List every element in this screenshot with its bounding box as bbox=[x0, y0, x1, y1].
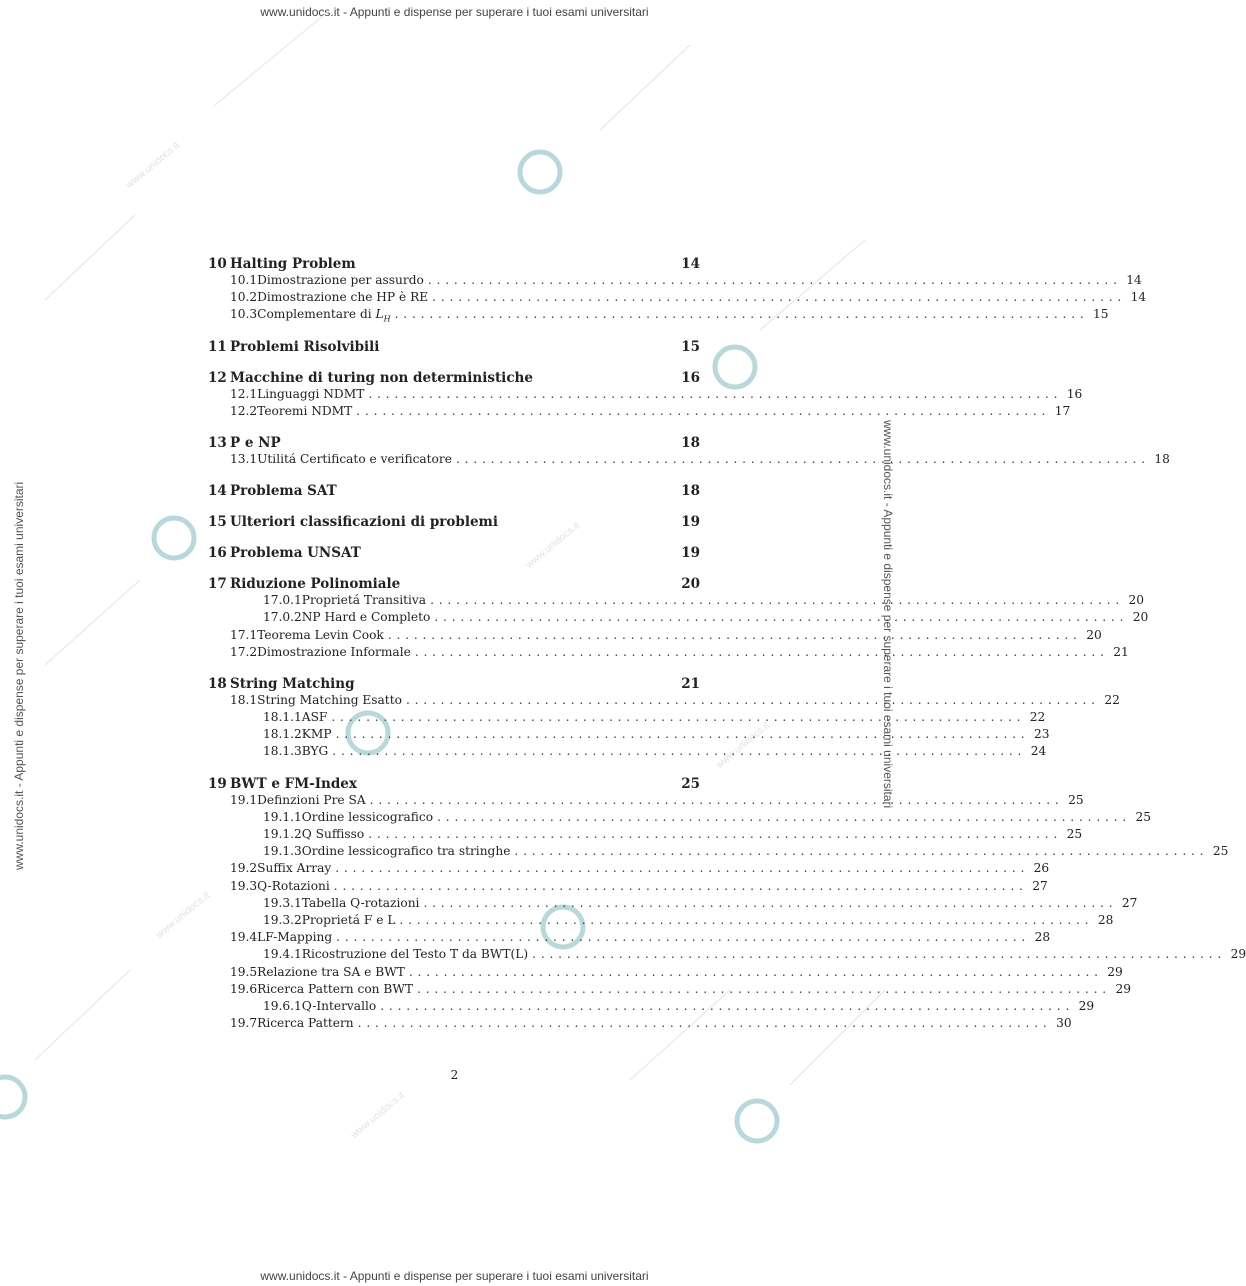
toc-leader-dots: ................................................................................ bbox=[432, 290, 1127, 305]
toc-entry[interactable] bbox=[208, 998, 1095, 1016]
toc-leader-dots: ................................................................................ bbox=[368, 827, 1063, 841]
toc-leader-dots: ................................................................................ bbox=[335, 727, 1030, 742]
toc-section-page: 15 bbox=[681, 338, 700, 355]
toc-group-gap bbox=[208, 469, 700, 483]
toc-entry-number: 17.2 bbox=[230, 644, 258, 659]
toc-section[interactable] bbox=[208, 676, 700, 693]
toc-section-page: 19 bbox=[681, 514, 700, 531]
toc-leader-dots: ................................................................................ bbox=[331, 710, 1026, 725]
toc-leader-dots: ................................................................................ bbox=[368, 386, 1063, 401]
toc-entry-title: Proprietá Transitiva bbox=[301, 593, 427, 608]
toc-entry-page: 23 bbox=[1033, 727, 1050, 742]
toc-leader-dots: ................................................................................ bbox=[357, 1016, 1052, 1031]
toc-entry-number: 18.1.2 bbox=[263, 727, 302, 742]
toc-entry[interactable] bbox=[208, 792, 1084, 810]
toc-entry[interactable] bbox=[208, 307, 1109, 324]
toc-entry-page: 28 bbox=[1034, 930, 1051, 945]
toc-group-gap bbox=[208, 762, 700, 776]
toc-section[interactable] bbox=[208, 514, 700, 531]
toc-leader-dots: ................................................................................ bbox=[434, 610, 1129, 625]
toc-entry-page: 15 bbox=[1093, 307, 1109, 322]
toc-entry-page: 25 bbox=[1135, 809, 1152, 824]
toc-entry-title: Ricerca Pattern bbox=[257, 1016, 354, 1031]
toc-entry[interactable] bbox=[208, 947, 1246, 964]
toc-leader-dots: ................................................................................ bbox=[333, 878, 1028, 893]
toc-entry-number: 19.2 bbox=[230, 861, 258, 876]
watermark-banner-top: www.unidocs.it - Appunti e dispense per superare i tuoi esami universitari bbox=[260, 5, 649, 19]
toc-entry-number: 12.2 bbox=[230, 403, 258, 418]
toc-entry-title: NP Hard e Completo bbox=[301, 610, 431, 625]
toc-entry[interactable] bbox=[208, 710, 1046, 727]
toc-entry[interactable] bbox=[208, 844, 1229, 861]
toc-entry-title: Suffix Array bbox=[257, 861, 332, 876]
toc-entry-number: 17.0.2 bbox=[263, 610, 302, 625]
toc-section-num: 17 bbox=[208, 576, 227, 593]
toc-entry[interactable] bbox=[208, 610, 1149, 627]
toc-entry[interactable] bbox=[208, 964, 1123, 982]
toc-section-title: Halting Problem bbox=[230, 256, 356, 272]
toc-entry-page: 20 bbox=[1086, 627, 1102, 642]
toc-entry-page: 24 bbox=[1030, 744, 1047, 759]
toc-section[interactable] bbox=[208, 545, 700, 562]
toc-entry-number: 19.4.1 bbox=[263, 947, 302, 962]
toc-entry-number: 19.7 bbox=[230, 1016, 258, 1031]
toc-entry[interactable] bbox=[208, 627, 1102, 645]
toc-leader-dots: ................................................................................ bbox=[514, 844, 1209, 859]
toc-entry-number: 19.4 bbox=[230, 930, 258, 945]
toc-entry-title: KMP bbox=[301, 727, 332, 742]
toc-entry-number: 19.3.1 bbox=[263, 895, 302, 910]
toc-entry-page: 30 bbox=[1056, 1016, 1072, 1031]
toc-leader-dots: ................................................................................ bbox=[332, 744, 1027, 759]
toc-leader-dots: ................................................................................ bbox=[455, 451, 1150, 466]
watermark-faint: www.unidocs.it bbox=[524, 520, 582, 571]
toc-entry[interactable] bbox=[208, 895, 1138, 913]
toc-section-title: Macchine di turing non deterministiche bbox=[230, 369, 533, 386]
toc-entry-title: Q Suffisso bbox=[301, 827, 365, 841]
toc-entry-number: 19.3 bbox=[230, 878, 258, 893]
toc-leader-dots: ................................................................................ bbox=[417, 981, 1111, 996]
toc-entry[interactable] bbox=[208, 403, 1071, 421]
toc-section-page: 14 bbox=[681, 256, 700, 272]
toc-entry-title: Q-Rotazioni bbox=[257, 878, 330, 893]
toc-entry-number: 19.1 bbox=[230, 792, 258, 807]
toc-entry-number: 17.1 bbox=[230, 627, 258, 642]
toc-entry-number: 10.3 bbox=[230, 307, 258, 322]
toc-entry[interactable] bbox=[208, 593, 1145, 610]
toc-leader-dots: ................................................................................ bbox=[387, 627, 1082, 642]
toc-group-gap bbox=[208, 662, 700, 676]
toc-entry[interactable] bbox=[208, 861, 1050, 878]
toc-entry-title: ASF bbox=[301, 710, 328, 725]
toc-leader-dots: ................................................................................ bbox=[336, 930, 1031, 945]
toc-section[interactable] bbox=[208, 576, 700, 593]
toc-entry-title: Ricostruzione del Testo T da BWT(L) bbox=[301, 947, 529, 962]
watermark-faint: www.unidocs.it bbox=[124, 140, 182, 191]
toc-section-num: 15 bbox=[208, 514, 227, 531]
toc-entry-number: 19.1.3 bbox=[263, 844, 302, 859]
toc-entry[interactable] bbox=[208, 727, 1050, 744]
toc-leader-dots: ................................................................................ bbox=[369, 792, 1064, 807]
toc-leader-dots: ................................................................................ bbox=[532, 947, 1227, 962]
toc-entry[interactable] bbox=[208, 451, 1170, 469]
toc-entry-title: Ordine lessicografico bbox=[301, 809, 434, 824]
watermark-side-left: www.unidocs.it - Appunti e dispense per superare i tuoi esami universitari bbox=[12, 481, 26, 870]
toc-entry-number: 19.1.1 bbox=[263, 809, 302, 824]
toc-entry-title: Q-Intervallo bbox=[301, 998, 377, 1013]
toc-entry-title: Ordine lessicografico tra stringhe bbox=[301, 844, 511, 859]
toc-entry-page: 28 bbox=[1097, 912, 1114, 927]
toc-entry-title: Dimostrazione che HP è RE bbox=[257, 290, 429, 305]
toc-section[interactable] bbox=[208, 776, 700, 793]
toc-entry-page: 29 bbox=[1078, 998, 1095, 1013]
toc-leader-dots: ................................................................................ bbox=[423, 895, 1118, 910]
toc-entry-number: 18.1 bbox=[230, 692, 258, 707]
toc-entry-title: BYG bbox=[301, 744, 329, 759]
toc-entry-number: 10.2 bbox=[230, 290, 258, 305]
toc-section-title: Problema SAT bbox=[230, 483, 337, 500]
toc-entry-number: 18.1.1 bbox=[263, 710, 302, 725]
toc-entry[interactable] bbox=[208, 809, 1152, 827]
toc-entry-page: 27 bbox=[1121, 895, 1138, 910]
toc-entry-page: 27 bbox=[1032, 878, 1048, 893]
toc-entry-page: 22 bbox=[1104, 692, 1120, 707]
toc-group-gap bbox=[208, 500, 700, 514]
toc-leader-dots: ................................................................................ bbox=[399, 912, 1094, 927]
toc-entry[interactable] bbox=[208, 273, 1142, 290]
toc-entry-title: Dimostrazione per assurdo bbox=[257, 273, 424, 287]
toc-section-num: 19 bbox=[208, 775, 227, 792]
toc-entry[interactable] bbox=[208, 744, 1047, 761]
toc-group-gap bbox=[208, 325, 700, 339]
toc-section-num: 12 bbox=[208, 369, 227, 386]
toc-section-title: BWT e FM-Index bbox=[230, 775, 357, 792]
toc-section[interactable] bbox=[208, 435, 700, 452]
watermark-side-right: www.unidocs.it - Appunti e dispense per superare i tuoi esami universitari bbox=[881, 420, 895, 809]
toc-leader-dots: ................................................................................ bbox=[394, 307, 1089, 322]
toc-entry-page: 29 bbox=[1230, 947, 1246, 962]
toc-group-gap bbox=[208, 531, 700, 545]
toc-entry[interactable] bbox=[208, 290, 1147, 307]
toc-entry-page: 26 bbox=[1033, 861, 1050, 876]
toc-section[interactable] bbox=[208, 483, 700, 500]
toc-section-num: 11 bbox=[208, 338, 227, 355]
toc-section[interactable] bbox=[208, 256, 700, 273]
toc-leader-dots: ................................................................................ bbox=[356, 403, 1051, 418]
toc-entry-page: 14 bbox=[1126, 273, 1142, 287]
toc-entry-page: 25 bbox=[1068, 792, 1084, 807]
toc-leader-dots: ................................................................................ bbox=[408, 964, 1103, 979]
toc-section-title: String Matching bbox=[230, 675, 355, 692]
toc-entry-page: 22 bbox=[1029, 710, 1046, 725]
toc-section[interactable] bbox=[208, 339, 700, 356]
toc-entry-page: 29 bbox=[1107, 964, 1123, 979]
toc-section[interactable] bbox=[208, 370, 700, 387]
toc-entry-number: 17.0.1 bbox=[263, 593, 302, 608]
toc-entry-page: 29 bbox=[1115, 981, 1131, 996]
toc-entry-title: Tabella Q-rotazioni bbox=[301, 895, 420, 910]
toc-entry[interactable] bbox=[208, 981, 1131, 999]
toc-leader-dots: ................................................................................ bbox=[414, 644, 1109, 659]
toc-entry-title: Teoremi NDMT bbox=[257, 403, 353, 418]
toc-entry[interactable] bbox=[208, 930, 1051, 947]
toc-entry-number: 19.5 bbox=[230, 964, 258, 979]
toc-entry-page: 25 bbox=[1212, 844, 1229, 859]
toc-entry-title: Dimostrazione Informale bbox=[257, 644, 411, 659]
toc-section-page: 21 bbox=[681, 675, 700, 692]
toc-entry-page: 20 bbox=[1128, 593, 1145, 608]
toc-entry[interactable] bbox=[208, 878, 1048, 896]
toc-group-gap bbox=[208, 562, 700, 576]
toc-leader-dots: ................................................................................ bbox=[405, 692, 1100, 707]
watermark-banner-bottom: www.unidocs.it - Appunti e dispense per superare i tuoi esami universitari bbox=[260, 1269, 649, 1283]
toc-section-num: 18 bbox=[208, 675, 227, 692]
toc-entry-page: 21 bbox=[1113, 644, 1129, 659]
toc-section-page: 16 bbox=[681, 369, 700, 386]
toc-leader-dots: ................................................................................ bbox=[427, 273, 1122, 287]
toc-entry-number: 13.1 bbox=[230, 451, 258, 466]
watermark-faint: www.unidocs.it bbox=[714, 720, 772, 771]
toc-entry-number: 18.1.3 bbox=[263, 744, 302, 759]
toc-entry-page: 18 bbox=[1154, 451, 1170, 466]
toc-entry[interactable] bbox=[208, 386, 1083, 404]
toc-entry-title: Utilitá Certificato e verificatore bbox=[257, 451, 452, 466]
watermark-faint: www.unidocs.it bbox=[154, 890, 212, 941]
toc-entry-title: Ricerca Pattern con BWT bbox=[257, 981, 414, 996]
toc-entry-title: LF-Mapping bbox=[257, 930, 333, 945]
toc-group-gap bbox=[208, 356, 700, 370]
toc-section-page: 18 bbox=[681, 483, 700, 500]
toc-section-title: Problema UNSAT bbox=[230, 545, 361, 562]
toc-entry[interactable] bbox=[208, 692, 1120, 710]
toc-entry-title: Definzioni Pre SA bbox=[257, 792, 366, 807]
toc-entry-number: 19.6.1 bbox=[263, 998, 302, 1013]
toc-group-gap bbox=[208, 421, 700, 435]
toc-entry-title: Teorema Levin Cook bbox=[257, 627, 384, 642]
toc-entry-number: 19.1.2 bbox=[263, 827, 302, 841]
toc-section-page: 25 bbox=[681, 775, 700, 792]
toc-entry-number: 10.1 bbox=[230, 273, 258, 287]
toc-entry-page: 16 bbox=[1066, 386, 1083, 401]
toc-entry-title: Complementare di $L_H$ bbox=[257, 307, 391, 324]
toc-entry-number: 19.6 bbox=[230, 981, 258, 996]
toc-leader-dots: ................................................................................ bbox=[335, 861, 1030, 876]
toc-section-page: 18 bbox=[681, 434, 700, 451]
toc-section-title: Problemi Risolvibili bbox=[230, 338, 380, 355]
toc-entry-title: Relazione tra SA e BWT bbox=[257, 964, 405, 979]
toc-entry-page: 14 bbox=[1130, 290, 1147, 305]
toc-section-num: 10 bbox=[208, 256, 227, 272]
toc-entry-title: Proprietá F e L bbox=[301, 912, 396, 927]
toc-entry[interactable] bbox=[208, 827, 1083, 844]
toc-section-page: 20 bbox=[681, 576, 700, 593]
toc-entry-page: 17 bbox=[1054, 403, 1071, 418]
toc-entry-title: String Matching Esatto bbox=[257, 692, 402, 707]
toc-entry[interactable] bbox=[208, 644, 1129, 662]
toc-section-title: Riduzione Polinomiale bbox=[230, 576, 401, 593]
toc-leader-dots: ................................................................................ bbox=[437, 809, 1132, 824]
toc-leader-dots: ................................................................................ bbox=[430, 593, 1125, 608]
toc-section-title: Ulteriori classificazioni di problemi bbox=[230, 514, 498, 531]
watermark-faint: www.unidocs.it bbox=[349, 1090, 407, 1141]
toc-entry[interactable] bbox=[208, 912, 1114, 930]
toc-section-num: 14 bbox=[208, 483, 227, 500]
toc-section-num: 13 bbox=[208, 434, 227, 451]
toc-entry-number: 19.3.2 bbox=[263, 912, 302, 927]
toc-section-num: 16 bbox=[208, 545, 227, 562]
toc-entry-title: Linguaggi NDMT bbox=[257, 386, 365, 401]
page-number: 2 bbox=[450, 1068, 459, 1082]
toc-entry[interactable] bbox=[208, 1016, 1072, 1033]
toc-section-page: 19 bbox=[681, 545, 700, 562]
toc-section-title: P e NP bbox=[230, 434, 281, 451]
toc-entry-number: 12.1 bbox=[230, 386, 258, 401]
toc-leader-dots: ................................................................................ bbox=[380, 998, 1075, 1013]
toc-entry-page: 25 bbox=[1066, 827, 1083, 841]
toc-entry-page: 20 bbox=[1132, 610, 1149, 625]
